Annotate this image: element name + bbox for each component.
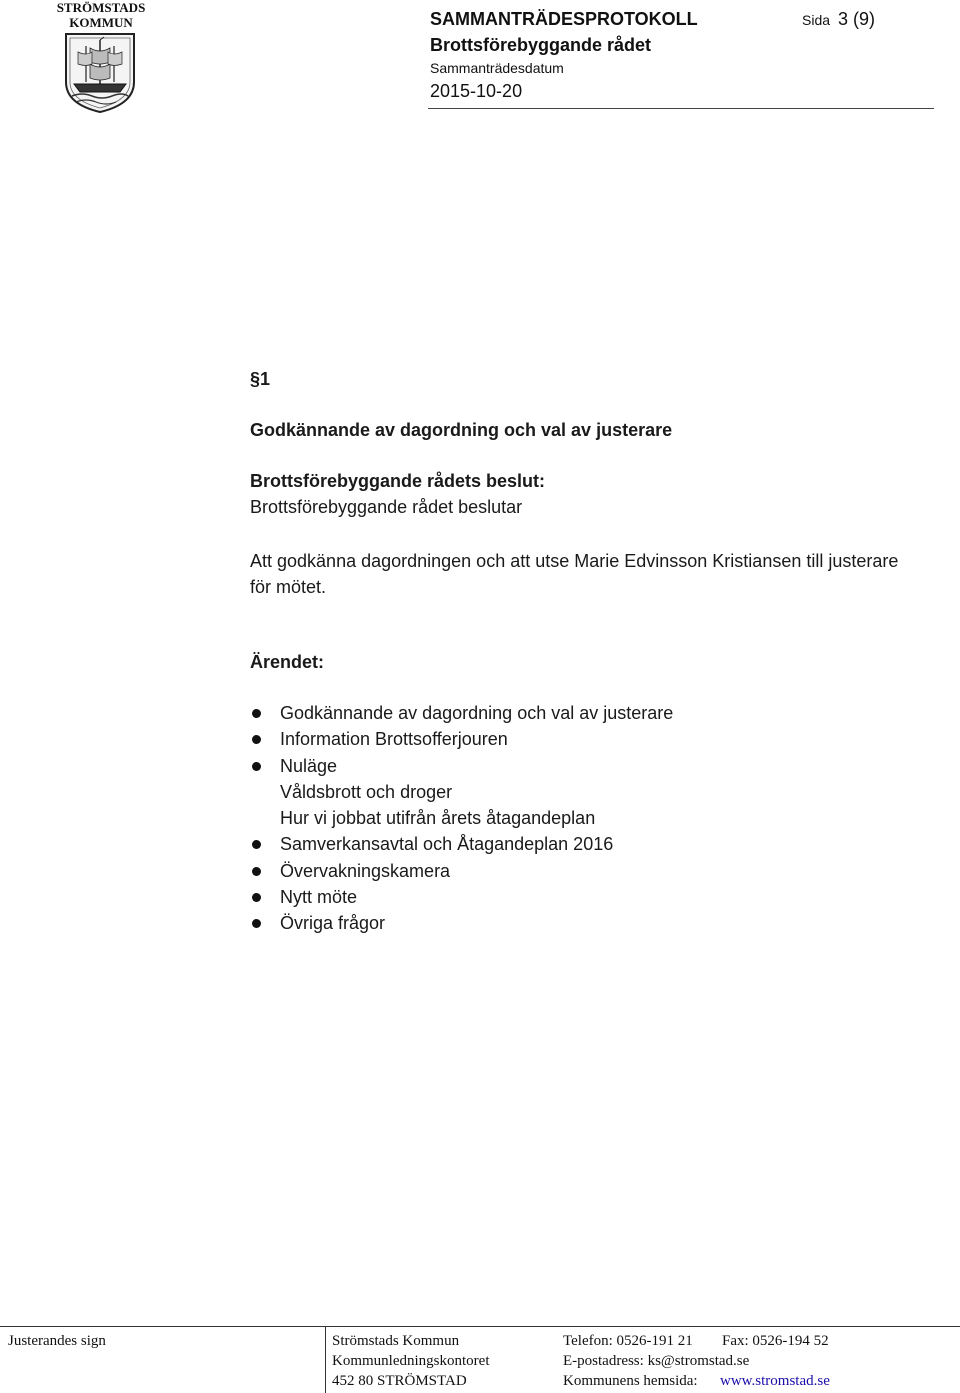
agenda-item-text: Hur vi jobbat utifrån årets åtagandeplan bbox=[280, 808, 596, 829]
footer-website-link[interactable]: www.stromstad.se bbox=[720, 1373, 830, 1389]
section-number: §1 bbox=[250, 369, 271, 389]
logo-line-2: KOMMUN bbox=[69, 15, 133, 30]
footer-divider bbox=[0, 1326, 960, 1327]
decision-text: Att godkänna dagordningen och att utse Marie Edvinsson Kristiansen till justerare för mötet. bbox=[250, 551, 899, 597]
signature-label: Justerandes sign bbox=[8, 1333, 106, 1349]
footer-phone: Telefon: 0526-191 21 bbox=[563, 1333, 693, 1349]
bullet-icon bbox=[252, 735, 261, 744]
logo-line-1: STRÖMSTADS bbox=[56, 0, 146, 15]
footer-website-label: Kommunens hemsida: bbox=[563, 1373, 698, 1389]
footer-email: E-postadress: ks@stromstad.se bbox=[563, 1353, 750, 1369]
protocol-title: SAMMANTRÄDESPROTOKOLL bbox=[430, 9, 698, 29]
agenda-item bbox=[250, 910, 673, 936]
bullet-icon bbox=[252, 919, 261, 928]
bullet-icon bbox=[252, 867, 261, 876]
agenda-item-text: Övervakningskamera bbox=[280, 860, 451, 881]
item-title: Godkännande av dagordning och val av justerare bbox=[250, 420, 673, 440]
footer-office: Kommunledningskontoret bbox=[332, 1353, 490, 1369]
agenda-item-text: Våldsbrott och droger bbox=[280, 781, 453, 802]
agenda-item bbox=[250, 779, 673, 805]
agenda-list bbox=[250, 700, 673, 937]
agenda-item-text: Övriga frågor bbox=[280, 913, 386, 934]
page-label: Sida bbox=[802, 12, 831, 28]
bullet-icon bbox=[252, 893, 261, 902]
decision-heading: Brottsförebyggande rådets beslut: bbox=[250, 471, 546, 491]
agenda-item bbox=[250, 726, 673, 752]
page-number: 3 (9) bbox=[838, 9, 876, 29]
agenda-item-text: Godkännande av dagordning och val av justerare bbox=[280, 703, 674, 723]
bullet-icon bbox=[252, 762, 261, 771]
header-divider bbox=[428, 108, 934, 109]
agenda-item bbox=[250, 831, 673, 857]
municipality-logo-text bbox=[48, 0, 154, 30]
decision-intro: Brottsförebyggande rådet beslutar bbox=[250, 497, 523, 517]
board-name: Brottsförebyggande rådet bbox=[430, 35, 652, 55]
agenda-item-text: Information Brottsofferjouren bbox=[280, 729, 508, 750]
meeting-date-label: Sammanträdesdatum bbox=[430, 60, 564, 76]
agenda-item bbox=[250, 884, 673, 910]
agenda-item bbox=[250, 858, 673, 884]
agenda-item bbox=[250, 700, 673, 726]
footer-address: 452 80 STRÖMSTAD bbox=[332, 1373, 467, 1389]
agenda-item bbox=[250, 805, 673, 831]
signature-box-divider bbox=[325, 1326, 326, 1393]
footer-fax: Fax: 0526-194 52 bbox=[722, 1333, 829, 1349]
agenda-item bbox=[250, 753, 673, 779]
agenda-item-text: Samverkansavtal och Åtagandeplan 2016 bbox=[280, 834, 614, 855]
ship-crest-icon bbox=[62, 32, 138, 114]
footer-org-name: Strömstads Kommun bbox=[332, 1333, 460, 1349]
meeting-date: 2015-10-20 bbox=[430, 81, 523, 101]
matter-heading: Ärendet: bbox=[250, 652, 325, 672]
bullet-icon bbox=[252, 709, 261, 718]
agenda-item-text: Nuläge bbox=[280, 755, 338, 776]
agenda-item-text: Nytt möte bbox=[280, 887, 358, 908]
bullet-icon bbox=[252, 840, 261, 849]
